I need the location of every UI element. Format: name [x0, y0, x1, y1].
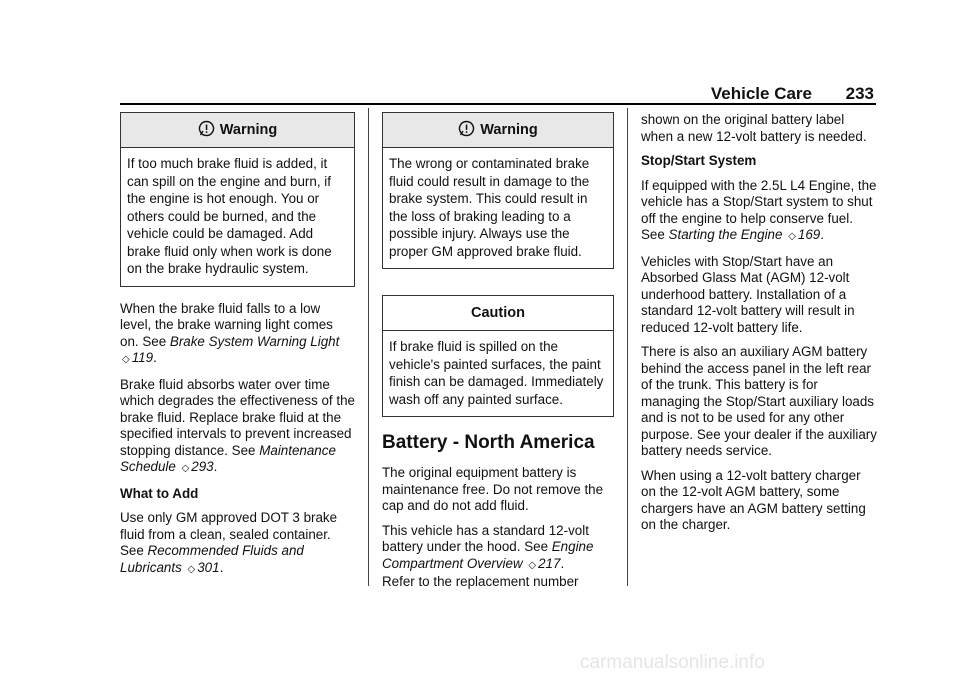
- paragraph: Vehicles with Stop/Start have an Absorbed Glass Mat (AGM) 12-volt underhood battery. Installation of a standard 12-volt battery will result in reduced 12-volt battery life.: [641, 253, 855, 335]
- page-reference[interactable]: 301: [197, 559, 220, 575]
- page-ref-icon: ◇: [528, 559, 537, 571]
- cross-reference[interactable]: Starting the Engine: [668, 227, 783, 242]
- paragraph-text: This vehicle has a standard 12-volt battery under the hood. See: [382, 522, 589, 554]
- warning-text: If too much brake fluid is added, it can spill on the engine and burn, if the engine is hot enough. You or others could be burned, and the vehicle could be damaged. Add brake fluid only when work is done on the brake hydraulic system.: [127, 156, 332, 276]
- paragraph-text: If equipped with the 2.5L L4 Engine, the vehicle has a Stop/Start system to shut off the engine to help conserve fuel. See: [641, 177, 877, 242]
- paragraph: This vehicle has a standard 12-volt battery under the hood. See Engine Compartment Overview ◇ 217. Refer to the replacement number: [382, 522, 594, 589]
- section-heading: Battery - North America: [382, 432, 595, 453]
- cross-reference[interactable]: Maintenance Schedule: [120, 442, 336, 474]
- warning-icon: [458, 120, 475, 137]
- paragraph-text: When the brake fluid falls to a low level, the brake warning light comes on. See: [120, 300, 333, 349]
- cross-reference[interactable]: Engine Compartment Overview: [382, 539, 594, 571]
- page-ref-icon: ◇: [181, 463, 190, 474]
- paragraph: shown on the original battery label when a new 12-volt battery is needed.: [641, 112, 867, 144]
- warning-title: Warning: [480, 122, 538, 138]
- page-ref-icon: ◇: [788, 231, 796, 242]
- warning-header: [121, 113, 354, 148]
- paragraph-text: Use only GM approved DOT 3 brake fluid from a clean, sealed container. See: [120, 510, 338, 558]
- paragraph: There is also an auxiliary AGM battery behind the access panel in the left rear of the trunk. This battery is for managing the Stop/Start auxiliary loads and is not to be used for any other purpose. See your dealer if the auxiliary battery needs service.: [641, 344, 877, 458]
- paragraph: The original equipment battery is maintenance free. Do not remove the cap and do not add fluid.: [382, 465, 604, 513]
- page-reference[interactable]: 293: [191, 459, 214, 474]
- column-divider: [627, 108, 628, 586]
- warning-text: The wrong or contaminated brake fluid could result in damage to the brake system. This could result in the loss of braking leading to a possible injury. Always use the proper GM approved brake fluid.: [389, 156, 590, 259]
- page-ref-icon: ◇: [187, 563, 196, 575]
- subheading: What to Add: [120, 485, 199, 501]
- column-3: [641, 112, 877, 542]
- paragraph: If equipped with the 2.5L L4 Engine, the vehicle has a Stop/Start system to shut off the engine to help conserve fuel. See Starting the Engine ◇ 169.: [641, 177, 877, 242]
- caution-box: [382, 295, 614, 417]
- page-reference[interactable]: 119: [131, 350, 154, 365]
- column-2: [382, 112, 614, 599]
- warning-icon: [198, 120, 215, 137]
- paragraph-text: Brake fluid absorbs water over time which degrades the effectiveness of the brake fluid. Replace brake fluid at the specified intervals to prevent increased stopping distance. See: [120, 376, 355, 458]
- watermark: carmanualsonline.info: [580, 652, 765, 673]
- paragraph: Use only GM approved DOT 3 brake fluid from a clean, sealed container. See Recommended Fluids and Lubricants ◇ 301.: [120, 510, 338, 575]
- subheading: Stop/Start System: [641, 153, 757, 168]
- section-title: Vehicle Care: [710, 84, 812, 103]
- page-reference[interactable]: 169: [797, 227, 821, 242]
- warning-box: [382, 112, 614, 269]
- paragraph: Brake fluid absorbs water over time which degrades the effectiveness of the brake fluid. Replace brake fluid at the specified intervals to prevent increased stopping distance. See Maintenance Schedule ◇ 293.: [120, 376, 355, 474]
- caution-header: Caution: [383, 296, 613, 331]
- warning-box: [120, 112, 355, 287]
- page-number: 233: [845, 84, 874, 103]
- paragraph: When using a 12-volt battery charger on the 12-volt AGM battery, some chargers have an AGM battery setting on the charger.: [641, 467, 866, 532]
- paragraph: When the brake fluid falls to a low level, the brake warning light comes on. See Brake System Warning Light ◇ 119.: [120, 300, 340, 365]
- caution-text: If brake fluid is spilled on the vehicle's painted surfaces, the paint finish can be damaged. Immediately wash off any painted surface.: [389, 339, 604, 407]
- column-1: [120, 112, 355, 586]
- page-ref-icon: ◇: [122, 354, 130, 365]
- column-divider: [368, 108, 369, 586]
- warning-title: Warning: [219, 122, 278, 138]
- cross-reference[interactable]: Recommended Fluids and Lubricants: [120, 543, 304, 575]
- cross-reference[interactable]: Brake System Warning Light: [169, 333, 340, 349]
- warning-header: [383, 113, 613, 148]
- page-header: [120, 84, 876, 105]
- page-reference[interactable]: 217: [538, 555, 561, 571]
- paragraph-text: Refer to the replacement number: [382, 574, 579, 589]
